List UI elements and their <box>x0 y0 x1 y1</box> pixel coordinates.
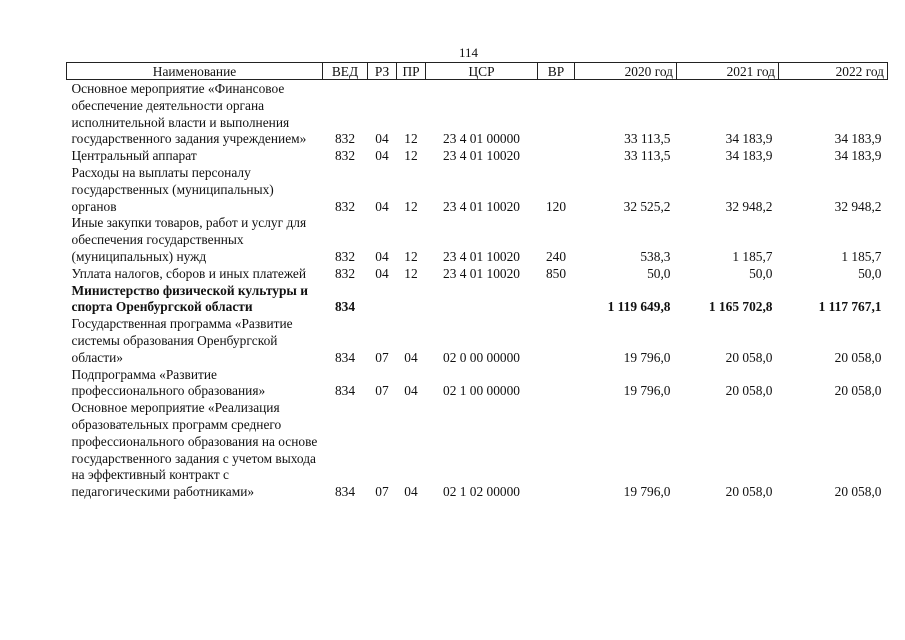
cell-y2020: 19 796,0 <box>623 484 671 500</box>
cell-csr <box>426 283 538 317</box>
header-2021: 2021 год <box>677 63 779 80</box>
cell-ved: 834 <box>334 484 356 500</box>
cell-vr: 120 <box>545 198 567 214</box>
cell-vr <box>538 80 575 149</box>
cell-vr <box>538 283 575 317</box>
cell-vr <box>538 148 575 165</box>
cell-name: Основное мероприятие «Финансовое обеспечение деятельности органа исполнительной власти и выполнения государственного задания учреждением» <box>71 81 307 147</box>
header-pr: ПР <box>397 63 426 80</box>
cell-rz: 04 <box>375 131 389 147</box>
cell-y2022: 50,0 <box>858 265 882 281</box>
cell-ved: 834 <box>334 349 356 365</box>
cell-pr: 04 <box>404 383 418 399</box>
budget-table <box>66 62 888 501</box>
cell-name: Иные закупки товаров, работ и услуг для обеспечения государственных (муниципальных) нужд <box>71 215 307 264</box>
cell-pr: 12 <box>404 148 418 164</box>
cell-pr: 04 <box>404 349 418 365</box>
cell-pr: 12 <box>404 198 418 214</box>
header-csr: ЦСР <box>426 63 538 80</box>
cell-ved: 832 <box>334 131 356 147</box>
cell-ved: 832 <box>334 198 356 214</box>
header-rz: РЗ <box>368 63 397 80</box>
table-row <box>67 215 888 265</box>
cell-y2020: 1 119 649,8 <box>607 299 671 315</box>
cell-y2021: 1 185,7 <box>732 248 773 264</box>
table-row <box>67 400 888 501</box>
cell-vr <box>538 367 575 401</box>
cell-y2020: 19 796,0 <box>623 383 671 399</box>
page-number: 114 <box>459 45 479 60</box>
cell-csr: 23 4 01 10020 <box>443 248 520 264</box>
cell-pr: 12 <box>404 248 418 264</box>
cell-y2022: 1 117 767,1 <box>818 299 882 315</box>
cell-csr: 23 4 01 10020 <box>443 198 520 214</box>
table-row <box>67 266 888 283</box>
cell-rz: 07 <box>375 349 389 365</box>
cell-y2022: 20 058,0 <box>834 484 882 500</box>
table-header-row <box>67 63 888 80</box>
cell-rz: 04 <box>375 148 389 164</box>
cell-pr: 12 <box>404 131 418 147</box>
cell-rz: 07 <box>375 383 389 399</box>
cell-name: Государственная программа «Развитие системы образования Оренбургской области» <box>71 316 293 365</box>
cell-pr: 12 <box>404 265 418 281</box>
table-row <box>67 148 888 165</box>
header-name: Наименование <box>67 63 323 80</box>
cell-name: Уплата налогов, сборов и иных платежей <box>71 265 307 281</box>
cell-y2022: 34 183,9 <box>834 148 882 164</box>
cell-ved: 834 <box>334 383 356 399</box>
table-row <box>67 283 888 317</box>
table-row <box>67 165 888 215</box>
cell-y2020: 33 113,5 <box>624 131 671 147</box>
cell-y2021: 34 183,9 <box>725 131 773 147</box>
cell-pr: 04 <box>404 484 418 500</box>
cell-y2021: 32 948,2 <box>725 198 773 214</box>
header-2022: 2022 год <box>779 63 888 80</box>
cell-rz: 04 <box>375 265 389 281</box>
cell-csr: 02 1 00 00000 <box>443 383 520 399</box>
cell-name: Основное мероприятие «Реализация образовательных программ среднего профессионального образования на основе государственного задания с учетом выхода на эффективный контракт с педагогическими работниками» <box>71 400 318 500</box>
cell-ved: 832 <box>334 248 356 264</box>
cell-rz <box>368 283 397 317</box>
cell-y2022: 34 183,9 <box>834 131 882 147</box>
cell-y2020: 33 113,5 <box>624 148 671 164</box>
table-row <box>67 80 888 149</box>
cell-vr: 850 <box>545 265 567 281</box>
cell-y2021: 1 165 702,8 <box>708 299 773 315</box>
cell-y2021: 50,0 <box>749 265 773 281</box>
cell-vr: 240 <box>545 248 567 264</box>
cell-y2020: 50,0 <box>647 265 671 281</box>
header-vr: ВР <box>538 63 575 80</box>
cell-y2020: 19 796,0 <box>623 349 671 365</box>
cell-name: Подпрограмма «Развитие профессионального образования» <box>71 366 266 399</box>
table-row <box>67 367 888 401</box>
cell-name: Центральный аппарат <box>71 148 197 164</box>
cell-csr: 02 0 00 00000 <box>443 349 520 365</box>
cell-y2021: 20 058,0 <box>725 383 773 399</box>
cell-rz: 07 <box>375 484 389 500</box>
cell-y2022: 32 948,2 <box>834 198 882 214</box>
cell-csr: 23 4 01 10020 <box>443 265 520 281</box>
cell-y2020: 538,3 <box>640 248 671 264</box>
cell-ved: 832 <box>334 265 356 281</box>
cell-rz: 04 <box>375 198 389 214</box>
cell-ved: 834 <box>334 299 356 315</box>
cell-y2022: 20 058,0 <box>834 349 882 365</box>
cell-rz: 04 <box>375 248 389 264</box>
cell-name: Министерство физической культуры и спорта Оренбургской области <box>71 282 308 315</box>
cell-y2021: 20 058,0 <box>725 349 773 365</box>
table-body <box>67 80 888 501</box>
cell-y2022: 1 185,7 <box>841 248 882 264</box>
cell-csr: 23 4 01 00000 <box>443 131 520 147</box>
cell-y2022: 20 058,0 <box>834 383 882 399</box>
header-2020: 2020 год <box>575 63 677 80</box>
header-ved: ВЕД <box>323 63 368 80</box>
cell-y2021: 34 183,9 <box>725 148 773 164</box>
cell-name: Расходы на выплаты персоналу государственных (муниципальных) органов <box>71 164 274 214</box>
cell-csr: 02 1 02 00000 <box>443 484 520 500</box>
cell-csr: 23 4 01 10020 <box>443 148 520 164</box>
table-row <box>67 316 888 366</box>
cell-ved: 832 <box>334 148 356 164</box>
cell-vr <box>538 400 575 501</box>
cell-y2020: 32 525,2 <box>623 198 671 214</box>
cell-vr <box>538 316 575 366</box>
cell-y2021: 20 058,0 <box>725 484 773 500</box>
cell-pr <box>397 283 426 317</box>
